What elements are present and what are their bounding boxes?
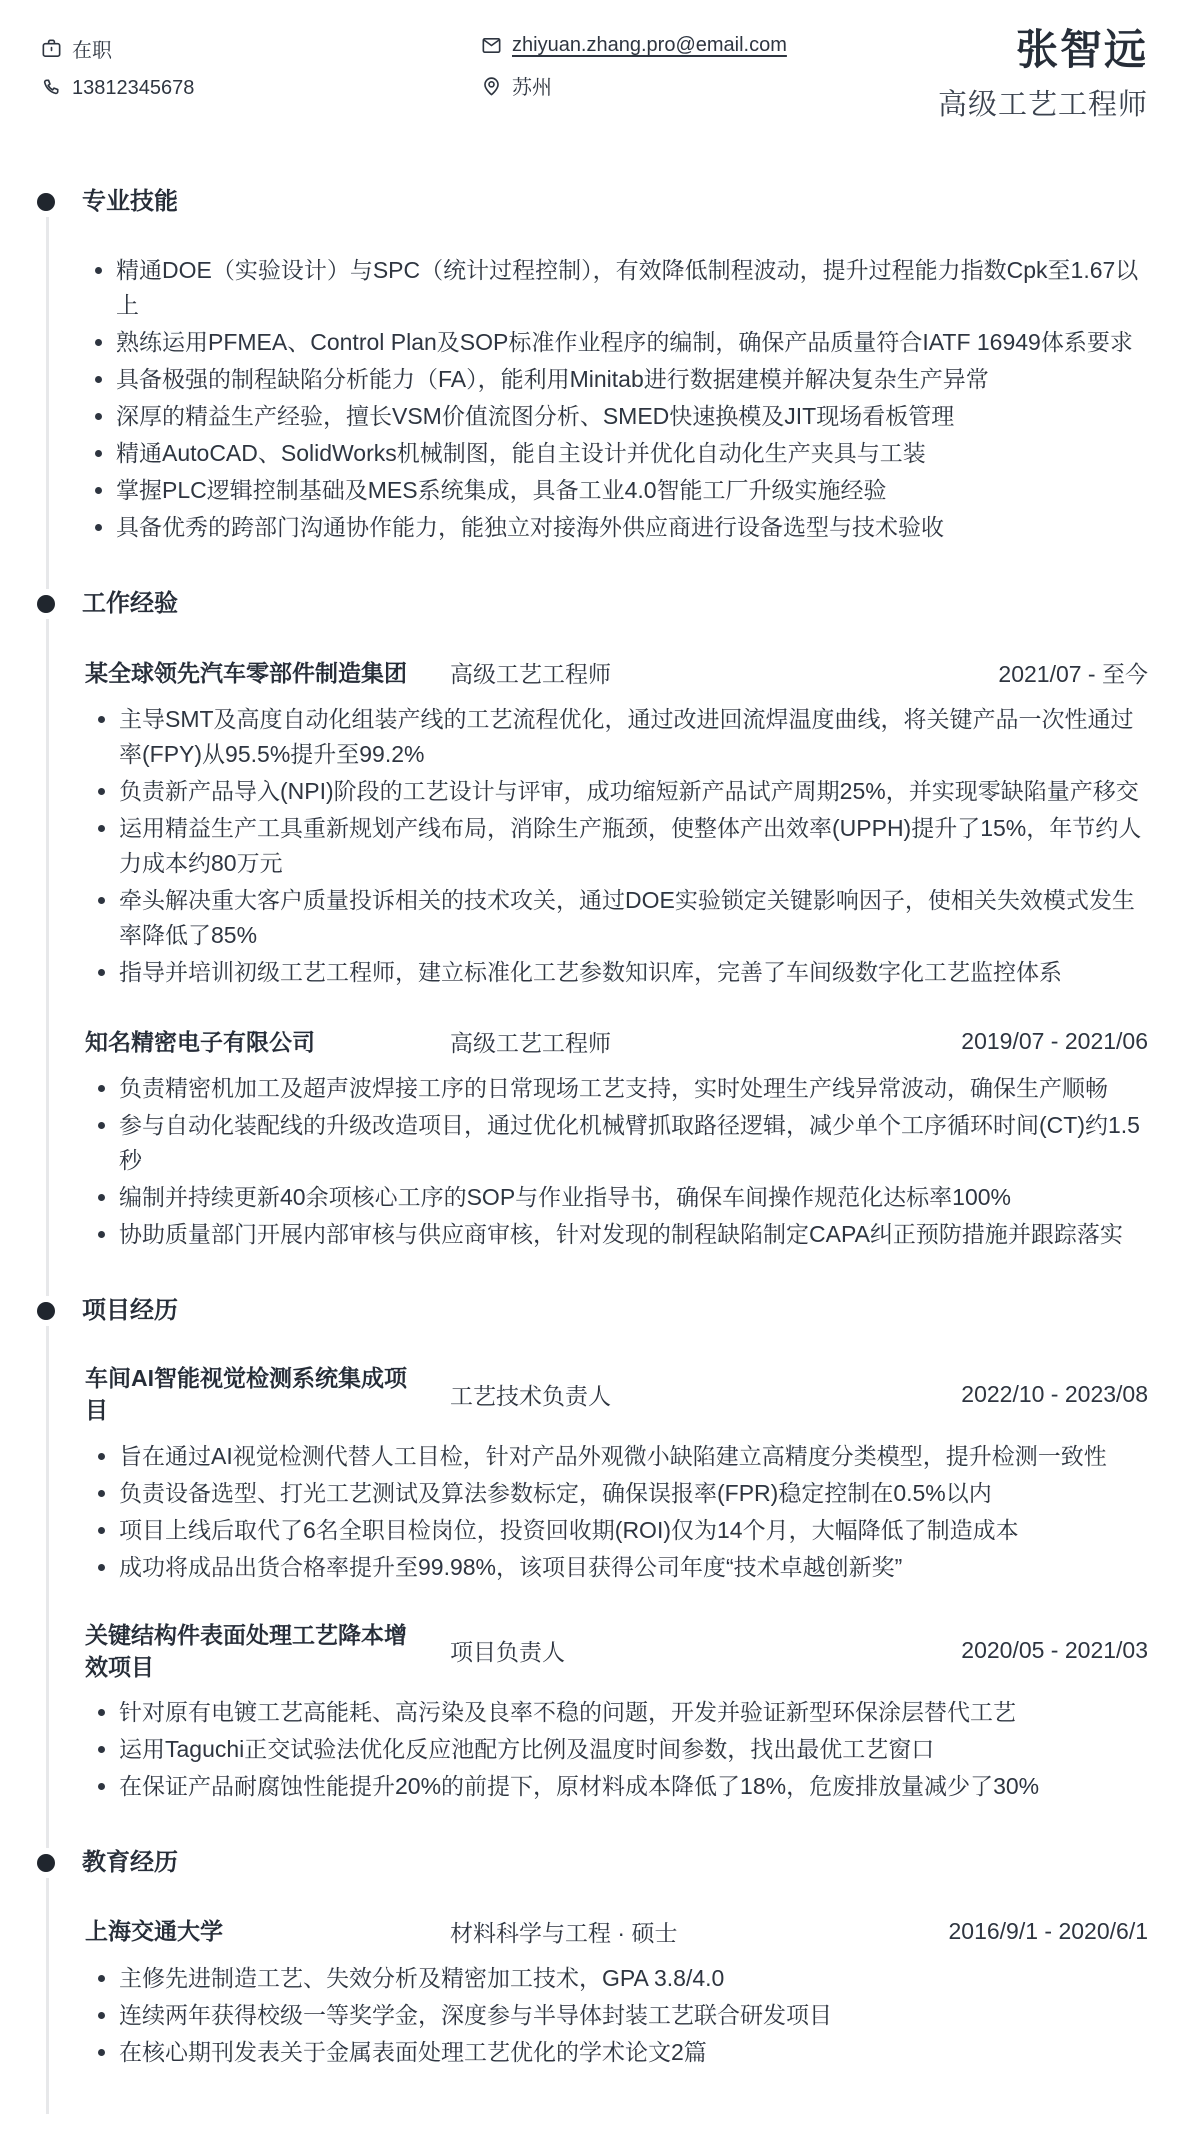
experience-bullet: 负责精密机加工及超声波焊接工序的日常现场工艺支持，实时处理生产线异常波动，确保生产顺畅	[88, 1071, 1148, 1106]
project-bullet: 负责设备选型、打光工艺测试及算法参数标定，确保误报率(FPR)稳定控制在0.5%以内	[88, 1476, 1148, 1511]
location-label: 苏州	[512, 77, 552, 99]
employment-dates: 2019/07 - 2021/06	[961, 1028, 1148, 1055]
job-role: 高级工艺工程师	[450, 661, 611, 688]
experience-bullet: 参与自动化装配线的升级改造项目，通过优化机械臂抓取路径逻辑，减少单个工序循环时间(CT)约1.5秒	[88, 1108, 1148, 1178]
experience-entry	[85, 655, 1148, 990]
experience-bullet-list	[88, 1071, 1148, 1252]
project-bullet-list	[88, 1439, 1148, 1585]
employment-status-label: 在职	[72, 40, 112, 62]
candidate-name: 张智远	[1015, 26, 1148, 73]
degree-name: 材料科学与工程 · 硕士	[450, 1920, 678, 1947]
school-name: 上海交通大学	[85, 1918, 223, 1945]
experience-bullet: 编制并持续更新40余项核心工序的SOP与作业指导书，确保车间操作规范化达标率100%	[88, 1180, 1148, 1215]
experience-section-title: 工作经验	[82, 590, 178, 618]
experience-bullet: 运用精益生产工具重新规划产线布局，消除生产瓶颈，使整体产出效率(UPPH)提升了15%，年节约人力成本约80万元	[88, 811, 1148, 881]
section-marker-dot	[37, 193, 55, 211]
experience-bullet: 负责新产品导入(NPI)阶段的工艺设计与评审，成功缩短新产品试产周期25%，并实现零缺陷量产移交	[88, 774, 1148, 809]
project-role: 工艺技术负责人	[450, 1382, 611, 1409]
project-entry-header	[85, 1362, 1148, 1426]
section-skills	[0, 187, 1191, 589]
company-name: 某全球领先汽车零部件制造集团	[85, 659, 407, 686]
project-dates: 2022/10 - 2023/08	[961, 1380, 1148, 1407]
experience-bullet-list	[88, 702, 1148, 990]
project-role: 项目负责人	[450, 1639, 565, 1666]
job-role: 高级工艺工程师	[450, 1030, 611, 1057]
email-address[interactable]: zhiyuan.zhang.pro@email.com	[512, 34, 787, 56]
section-projects	[0, 1296, 1191, 1848]
project-bullet: 旨在通过AI视觉检测代替人工目检，针对产品外观微小缺陷建立高精度分类模型，提升检测一致性	[88, 1439, 1148, 1474]
section-rail-line	[46, 1878, 49, 2114]
project-bullet: 在保证产品耐腐蚀性能提升20%的前提下，原材料成本降低了18%，危废排放量减少了30%	[88, 1769, 1148, 1804]
skill-item: 具备优秀的跨部门沟通协作能力，能独立对接海外供应商进行设备选型与技术验收	[85, 510, 1148, 545]
mail-icon	[480, 34, 503, 57]
projects-section-title: 项目经历	[82, 1297, 178, 1325]
experience-entry-header	[85, 655, 1148, 690]
education-dates: 2016/9/1 - 2020/6/1	[948, 1918, 1148, 1945]
project-entry	[85, 1619, 1148, 1804]
section-rail-line	[46, 1326, 49, 1848]
skill-item: 精通DOE（实验设计）与SPC（统计过程控制），有效降低制程波动，提升过程能力指数Cpk至1.67以上	[85, 253, 1148, 323]
experience-bullet: 协助质量部门开展内部审核与供应商审核，针对发现的制程缺陷制定CAPA纠正预防措施并跟踪落实	[88, 1217, 1148, 1252]
project-bullet-list	[88, 1695, 1148, 1804]
location-pin-icon	[480, 74, 503, 97]
identity-block	[938, 26, 1148, 123]
section-rail-line	[46, 217, 49, 589]
section-rail-line	[46, 619, 49, 1296]
project-bullet: 成功将成品出货合格率提升至99.98%，该项目获得公司年度“技术卓越创新奖”	[88, 1550, 1148, 1585]
skills-section-title: 专业技能	[82, 188, 178, 216]
education-entry-header	[85, 1914, 1148, 1949]
experience-entry-header	[85, 1024, 1148, 1059]
experience-bullet: 指导并培训初级工艺工程师，建立标准化工艺参数知识库，完善了车间级数字化工艺监控体系	[88, 955, 1148, 990]
project-name: 关键结构件表面处理工艺降本增效项目	[85, 1621, 407, 1680]
project-dates: 2020/05 - 2021/03	[961, 1637, 1148, 1664]
education-section-title: 教育经历	[82, 1849, 178, 1877]
company-name: 知名精密电子有限公司	[85, 1028, 315, 1055]
section-education	[0, 1848, 1191, 2114]
skill-item: 掌握PLC逻辑控制基础及MES系统集成，具备工业4.0智能工厂升级实施经验	[85, 473, 1148, 508]
skills-list	[85, 253, 1148, 545]
project-entry	[85, 1362, 1148, 1584]
location-row	[480, 71, 787, 100]
section-experience	[0, 589, 1191, 1296]
education-bullet: 在核心期刊发表关于金属表面处理工艺优化的学术论文2篇	[88, 2035, 1148, 2070]
experience-entry	[85, 1024, 1148, 1252]
experience-bullet: 牵头解决重大客户质量投诉相关的技术攻关，通过DOE实验锁定关键影响因子，使相关失效模式发生率降低了85%	[88, 883, 1148, 953]
employment-status	[40, 34, 480, 63]
project-bullet: 项目上线后取代了6名全职目检岗位，投资回收期(ROI)仅为14个月，大幅降低了制造成本	[88, 1513, 1148, 1548]
contact-column-left	[40, 34, 480, 100]
education-bullet: 主修先进制造工艺、失效分析及精密加工技术，GPA 3.8/4.0	[88, 1961, 1148, 1996]
phone-icon	[40, 77, 63, 100]
contact-column-middle	[480, 34, 787, 100]
project-bullet: 运用Taguchi正交试验法优化反应池配方比例及温度时间参数，找出最优工艺窗口	[88, 1732, 1148, 1767]
section-marker-dot	[37, 1854, 55, 1872]
employment-dates: 2021/07 - 至今	[998, 661, 1148, 688]
section-marker-dot	[37, 1302, 55, 1320]
education-entry	[85, 1914, 1148, 2070]
experience-bullet: 主导SMT及高度自动化组装产线的工艺流程优化，通过改进回流焊温度曲线，将关键产品一次性通过率(FPY)从95.5%提升至99.2%	[88, 702, 1148, 772]
phone-row	[40, 77, 480, 100]
candidate-job-title: 高级工艺工程师	[937, 89, 1148, 122]
skill-item: 熟练运用PFMEA、Control Plan及SOP标准作业程序的编制，确保产品质量符合IATF 16949体系要求	[85, 325, 1148, 360]
section-marker-dot	[37, 595, 55, 613]
email-row	[480, 34, 787, 57]
phone-number: 13812345678	[72, 77, 195, 99]
resume-header	[0, 0, 1191, 123]
education-bullet: 连续两年获得校级一等奖学金，深度参与半导体封装工艺联合研发项目	[88, 1998, 1148, 2033]
project-entry-header	[85, 1619, 1148, 1683]
project-name: 车间AI智能视觉检测系统集成项目	[85, 1365, 407, 1424]
skill-item: 具备极强的制程缺陷分析能力（FA），能利用Minitab进行数据建模并解决复杂生产异常	[85, 362, 1148, 397]
briefcase-icon	[40, 37, 63, 60]
skill-item: 深厚的精益生产经验，擅长VSM价值流图分析、SMED快速换模及JIT现场看板管理	[85, 399, 1148, 434]
skill-item: 精通AutoCAD、SolidWorks机械制图，能自主设计并优化自动化生产夹具与工装	[85, 436, 1148, 471]
project-bullet: 针对原有电镀工艺高能耗、高污染及良率不稳的问题，开发并验证新型环保涂层替代工艺	[88, 1695, 1148, 1730]
education-bullet-list	[88, 1961, 1148, 2070]
